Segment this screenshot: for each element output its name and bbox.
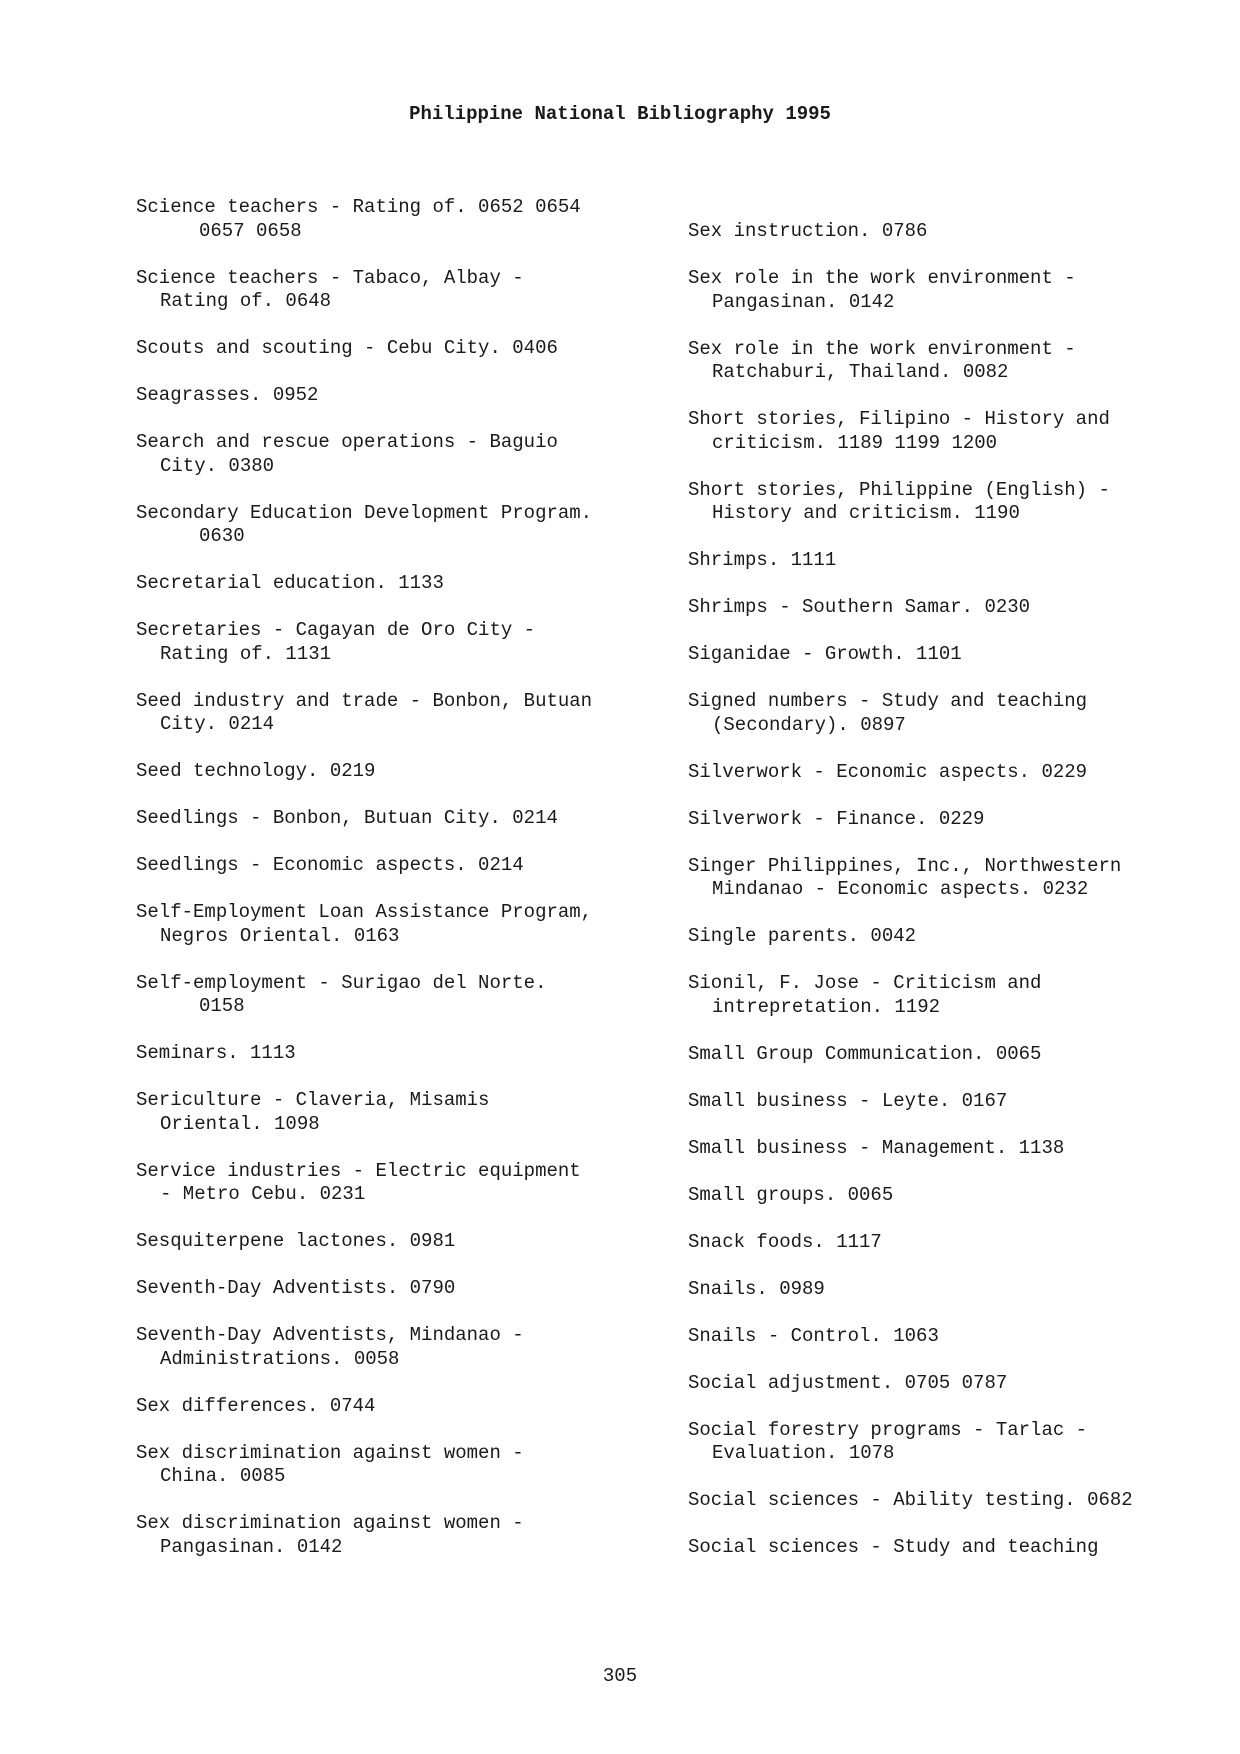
index-entry — [136, 572, 656, 596]
index-entry-continuation: Rating of. 0648 — [160, 290, 332, 312]
index-entry-heading: Seagrasses. 0952 — [136, 384, 319, 406]
index-entry — [136, 1042, 656, 1066]
index-entry — [136, 854, 656, 878]
index-entry — [688, 1137, 1198, 1161]
index-entry — [136, 1160, 656, 1207]
index-entry — [688, 267, 1198, 314]
index-entry-continuation: Oriental. 1098 — [160, 1112, 320, 1135]
index-entry — [136, 267, 656, 314]
index-entry-heading: Sex discrimination against women - — [136, 1512, 524, 1534]
index-entry-heading: Sex discrimination against women - — [136, 1441, 524, 1464]
index-entry-heading: Social adjustment. 0705 0787 — [688, 1371, 1008, 1394]
index-entry-heading: Snails - Control. 1063 — [688, 1324, 939, 1347]
index-entry — [688, 1372, 1198, 1396]
index-entry-heading: Small business - Leyte. 0167 — [688, 1089, 1008, 1112]
index-entry — [688, 1536, 1198, 1560]
index-entry — [688, 1043, 1198, 1067]
index-entry-heading: Single parents. 0042 — [688, 925, 917, 947]
index-entry-heading: Social forestry programs - Tarlac - — [688, 1418, 1088, 1441]
index-entry — [688, 643, 1198, 667]
index-entry-continuation: 0657 0658 — [199, 219, 302, 242]
index-entry — [136, 690, 656, 737]
index-entry-heading: Self-Employment Loan Assistance Program, — [136, 901, 593, 923]
index-column-right — [688, 196, 1198, 1583]
index-entry-heading: Short stories, Philippine (English) - — [688, 478, 1110, 501]
index-entry — [136, 1277, 656, 1301]
index-entry-heading: Snack foods. 1117 — [688, 1230, 882, 1253]
index-entry-continuation: History and criticism. 1190 — [712, 502, 1020, 524]
index-entry-continuation: intrepretation. 1192 — [712, 995, 941, 1018]
index-entry-continuation: China. 0085 — [160, 1465, 286, 1487]
page-title: Philippine National Bibliography 1995 — [409, 103, 831, 125]
index-entry-heading: Small Group Communication. 0065 — [688, 1042, 1042, 1065]
index-entry — [688, 1489, 1198, 1513]
index-entry — [688, 408, 1198, 455]
index-entry-heading: Sionil, F. Jose - Criticism and — [688, 972, 1042, 994]
index-entry — [688, 925, 1198, 949]
index-entry — [688, 1090, 1198, 1114]
index-entry — [136, 901, 656, 948]
index-entry-heading: Shrimps - Southern Samar. 0230 — [688, 596, 1031, 618]
index-entry — [688, 1419, 1198, 1466]
index-entry-heading: Seedlings - Economic aspects. 0214 — [136, 854, 524, 876]
index-entry — [688, 220, 1198, 244]
index-entry — [136, 1395, 656, 1419]
index-entry — [688, 972, 1198, 1019]
index-entry-continuation: criticism. 1189 1199 1200 — [712, 431, 998, 454]
index-entry-heading: Secretaries - Cagayan de Oro City - — [136, 619, 536, 641]
index-entry-continuation: City. 0380 — [160, 454, 275, 477]
index-entry-heading: Seed technology. 0219 — [136, 760, 376, 782]
index-entry — [136, 1230, 656, 1254]
index-entry-heading: Seminars. 1113 — [136, 1042, 296, 1064]
index-entry-continuation: 0158 — [199, 995, 245, 1017]
index-entry-heading: Science teachers - Tabaco, Albay - — [136, 266, 524, 289]
index-entry-heading: Social sciences - Study and teaching — [688, 1536, 1099, 1558]
index-entry — [688, 1278, 1198, 1302]
index-entry-heading: Small groups. 0065 — [688, 1183, 894, 1206]
index-entry-heading: Siganidae - Growth. 1101 — [688, 643, 962, 665]
index-entry-heading: Scouts and scouting - Cebu City. 0406 — [136, 337, 558, 359]
index-entry — [136, 337, 656, 361]
index-entry-heading: Self-employment - Surigao del Norte. — [136, 971, 547, 994]
index-entry-heading: Sericulture - Claveria, Misamis — [136, 1089, 490, 1111]
index-entry — [136, 619, 656, 666]
index-entry — [136, 972, 656, 1019]
index-entry — [136, 1512, 656, 1559]
index-entry-heading: Secretarial education. 1133 — [136, 572, 444, 594]
page-number: 305 — [602, 1665, 638, 1687]
index-entry-heading: Search and rescue operations - Baguio — [136, 431, 558, 453]
index-entry-continuation: Pangasinan. 0142 — [712, 290, 895, 313]
index-entry-heading: Seed industry and trade - Bonbon, Butuan — [136, 689, 593, 712]
index-entry-heading: Sex differences. 0744 — [136, 1394, 376, 1417]
index-entry — [136, 760, 656, 784]
index-entry — [136, 1442, 656, 1489]
index-entry — [688, 855, 1198, 902]
index-entry-heading: Singer Philippines, Inc., Northwestern — [688, 854, 1122, 877]
index-entry — [688, 338, 1198, 385]
index-entry-continuation: Rating of. 1131 — [160, 642, 332, 665]
index-entry — [688, 1231, 1198, 1255]
index-entry — [688, 479, 1198, 526]
index-entry — [688, 549, 1198, 573]
index-entry-heading: Sesquiterpene lactones. 0981 — [136, 1230, 456, 1252]
index-entry — [136, 196, 656, 243]
index-entry — [136, 384, 656, 408]
index-entry-heading: Sex role in the work environment - — [688, 267, 1076, 289]
index-entry-heading: Sex instruction. 0786 — [688, 220, 928, 242]
index-entry-heading: Snails. 0989 — [688, 1277, 825, 1300]
index-entry-heading: Seventh-Day Adventists. 0790 — [136, 1277, 456, 1299]
index-entry — [688, 1184, 1198, 1208]
index-entry-heading: Short stories, Filipino - History and — [688, 408, 1110, 430]
index-entry-heading: Seedlings - Bonbon, Butuan City. 0214 — [136, 807, 558, 829]
index-entry — [688, 690, 1198, 737]
index-entry — [136, 1324, 656, 1371]
index-entry-heading: Signed numbers - Study and teaching — [688, 690, 1088, 712]
index-entry — [136, 1089, 656, 1136]
index-entry — [136, 431, 656, 478]
index-entry-heading: Social sciences - Ability testing. 0682 — [688, 1489, 1133, 1511]
index-entry — [136, 807, 656, 831]
index-entry-heading: Secondary Education Development Program. — [136, 501, 593, 524]
index-entry-continuation: Mindanao - Economic aspects. 0232 — [712, 878, 1089, 900]
index-entry-continuation: 0630 — [199, 525, 245, 547]
index-entry — [136, 502, 656, 549]
index-entry-heading: Science teachers - Rating of. 0652 0654 — [136, 196, 581, 218]
index-entry — [688, 761, 1198, 785]
index-entry-continuation: Ratchaburi, Thailand. 0082 — [712, 361, 1009, 383]
index-entry-heading: Sex role in the work environment - — [688, 337, 1076, 360]
index-entry-continuation: (Secondary). 0897 — [712, 713, 906, 736]
index-entry-heading: Service industries - Electric equipment — [136, 1159, 581, 1182]
index-entry-heading: Silverwork - Economic aspects. 0229 — [688, 760, 1088, 783]
index-column-left — [136, 196, 656, 1583]
index-entry-continuation: City. 0214 — [160, 713, 275, 735]
index-entry-heading: Shrimps. 1111 — [688, 549, 837, 571]
index-entry-heading: Silverwork - Finance. 0229 — [688, 807, 985, 830]
index-entry-heading: Seventh-Day Adventists, Mindanao - — [136, 1324, 524, 1346]
index-entry-continuation: Pangasinan. 0142 — [160, 1535, 343, 1558]
index-entry-continuation: Evaluation. 1078 — [712, 1442, 895, 1464]
index-entry — [688, 1325, 1198, 1349]
index-entry — [688, 808, 1198, 832]
index-entry-heading: Small business - Management. 1138 — [688, 1136, 1065, 1159]
index-entry-continuation: Negros Oriental. 0163 — [160, 924, 400, 947]
index-entry-continuation: - Metro Cebu. 0231 — [160, 1183, 366, 1205]
index-entry — [688, 596, 1198, 620]
index-entry-continuation: Administrations. 0058 — [160, 1347, 400, 1370]
